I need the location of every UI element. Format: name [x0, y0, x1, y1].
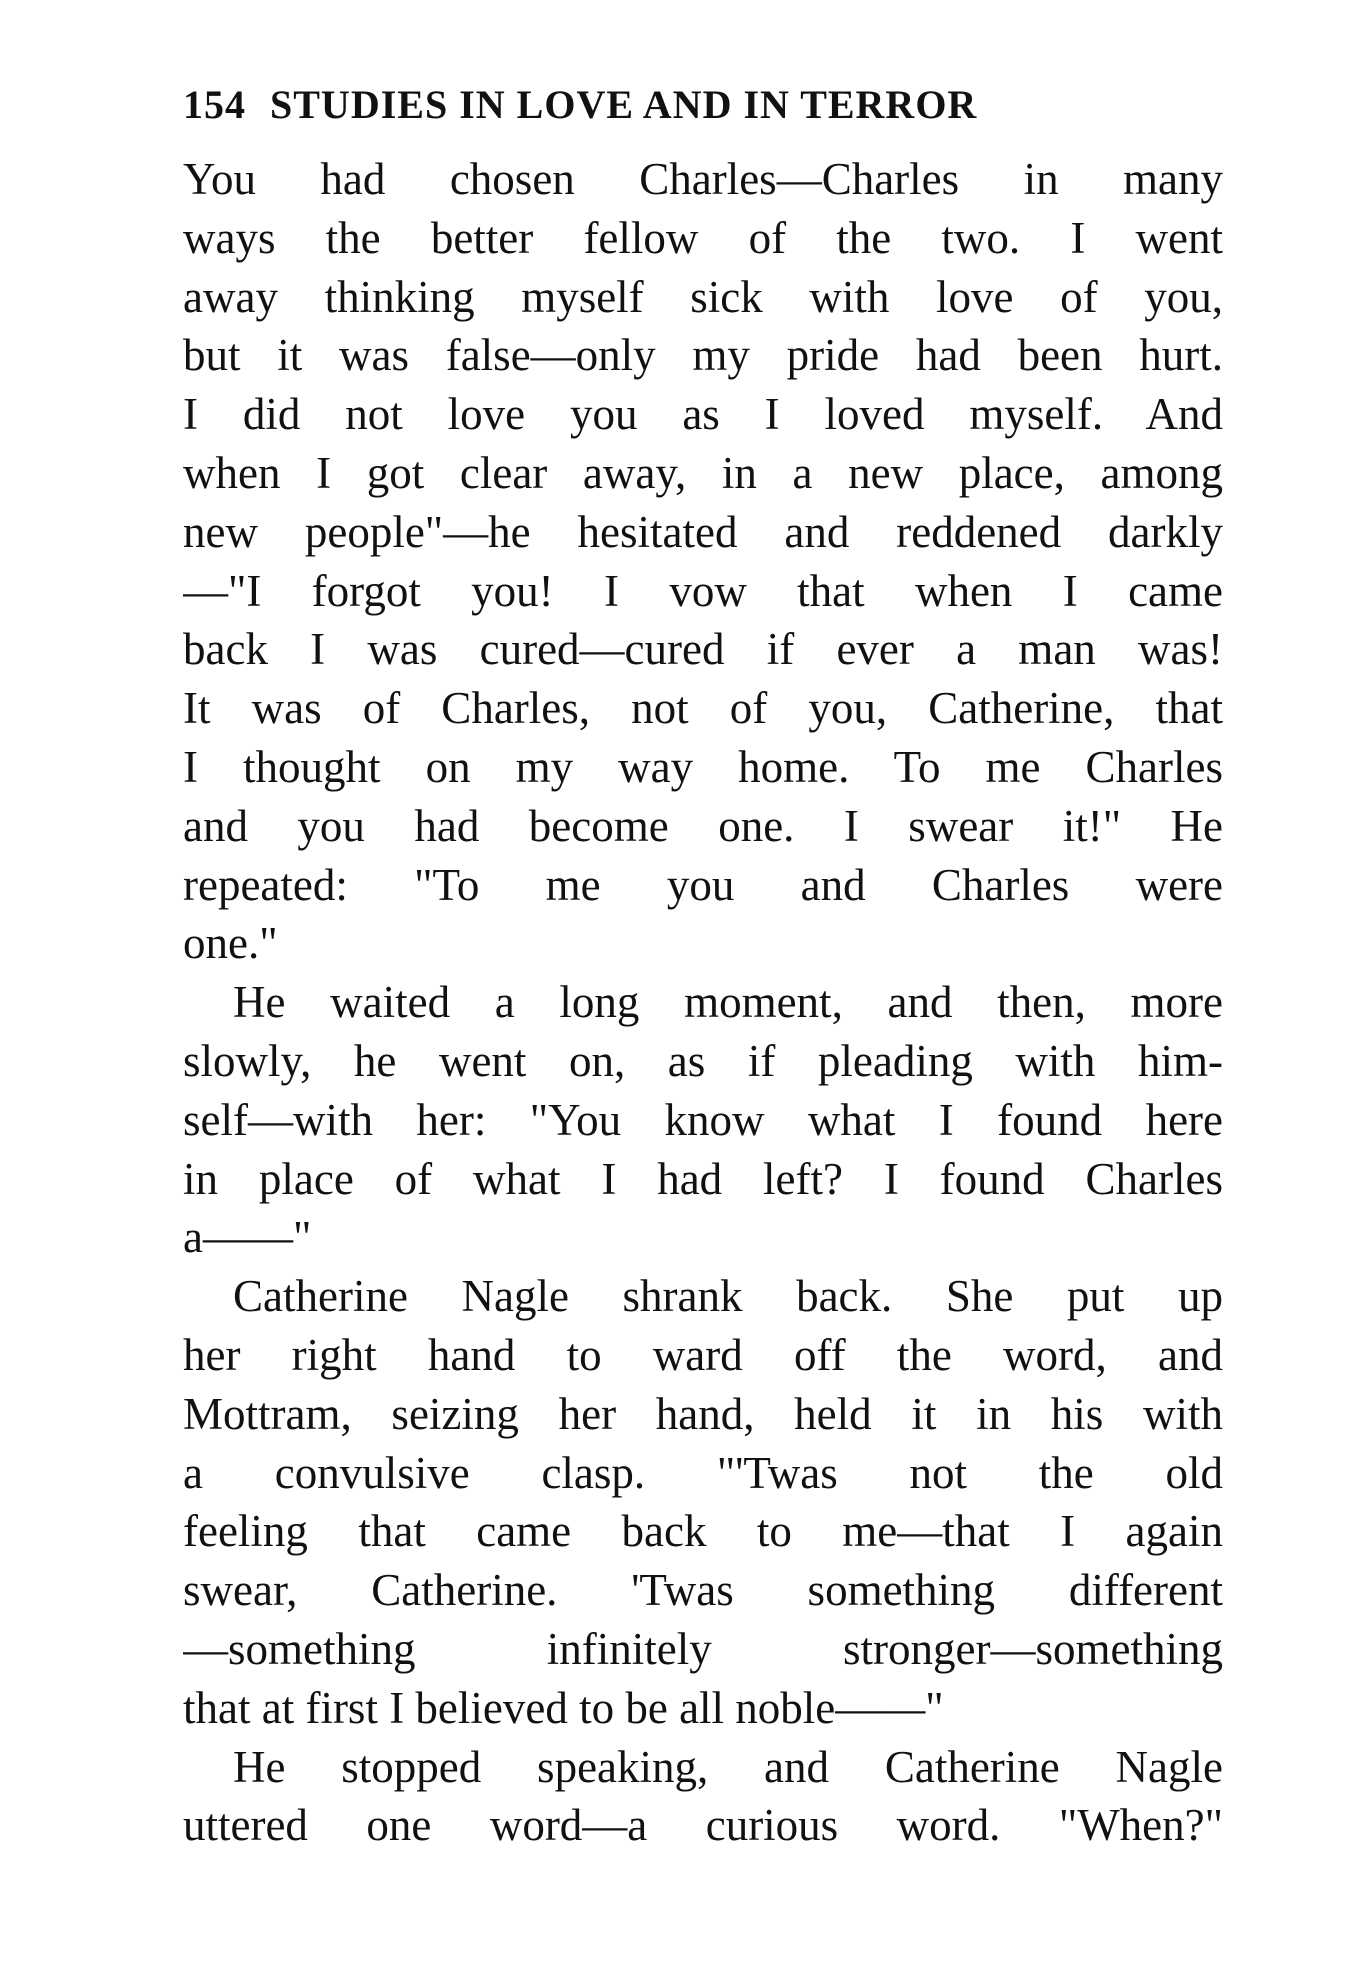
page-number: 154: [183, 82, 246, 127]
text-line: You had chosen Charles—Charles in many: [183, 154, 1223, 204]
text-line: I did not love you as I loved myself. And: [183, 389, 1223, 440]
text-line: new people"—he hesitated and reddened darkly: [183, 506, 1223, 557]
text-line: uttered one word—a curious word. "When?": [183, 1800, 1223, 1851]
text-line: Catherine Nagle shrank back. She put up: [233, 1271, 1223, 1322]
text-line: in place of what I had left? I found Charles: [183, 1153, 1223, 1204]
text-line: back I was cured—cured if ever a man was!: [183, 624, 1223, 675]
text-line: repeated: "To me you and Charles were: [183, 859, 1223, 910]
running-title: STUDIES IN LOVE AND IN TERROR: [270, 82, 978, 127]
text-line: feeling that came back to me—that I again: [183, 1506, 1223, 1557]
text-line: a——": [183, 1212, 312, 1263]
text-line: but it was false—only my pride had been hurt.: [183, 330, 1223, 381]
text-line: He stopped speaking, and Catherine Nagle: [233, 1741, 1223, 1792]
text-line: —"I forgot you! I vow that when I came: [183, 565, 1223, 616]
text-line: a convulsive clasp. "'Twas not the old: [183, 1447, 1223, 1498]
text-line: her right hand to ward off the word, and: [183, 1329, 1223, 1380]
running-head: [183, 80, 1223, 130]
text-line: He waited a long moment, and then, more: [233, 977, 1223, 1028]
text-line: and you had become one. I swear it!" He: [183, 800, 1223, 851]
text-line: I thought on my way home. To me Charles: [183, 741, 1223, 792]
text-line: It was of Charles, not of you, Catherine, that: [183, 683, 1223, 734]
text-line: one.": [183, 918, 278, 969]
text-line: away thinking myself sick with love of you,: [183, 271, 1223, 322]
text-line: —something infinitely stronger—something: [183, 1623, 1223, 1674]
text-line: ways the better fellow of the two. I went: [183, 212, 1223, 263]
text-line: slowly, he went on, as if pleading with him-: [183, 1035, 1223, 1086]
text-line: Mottram, seizing her hand, held it in his with: [183, 1388, 1223, 1439]
text-line: that at first I believed to be all noble——": [183, 1682, 944, 1733]
text-line: self—with her: "You know what I found here: [183, 1094, 1223, 1145]
text-line: swear, Catherine. 'Twas something different: [183, 1565, 1223, 1616]
text-line: when I got clear away, in a new place, among: [183, 447, 1223, 498]
body-text: [183, 150, 1223, 1855]
